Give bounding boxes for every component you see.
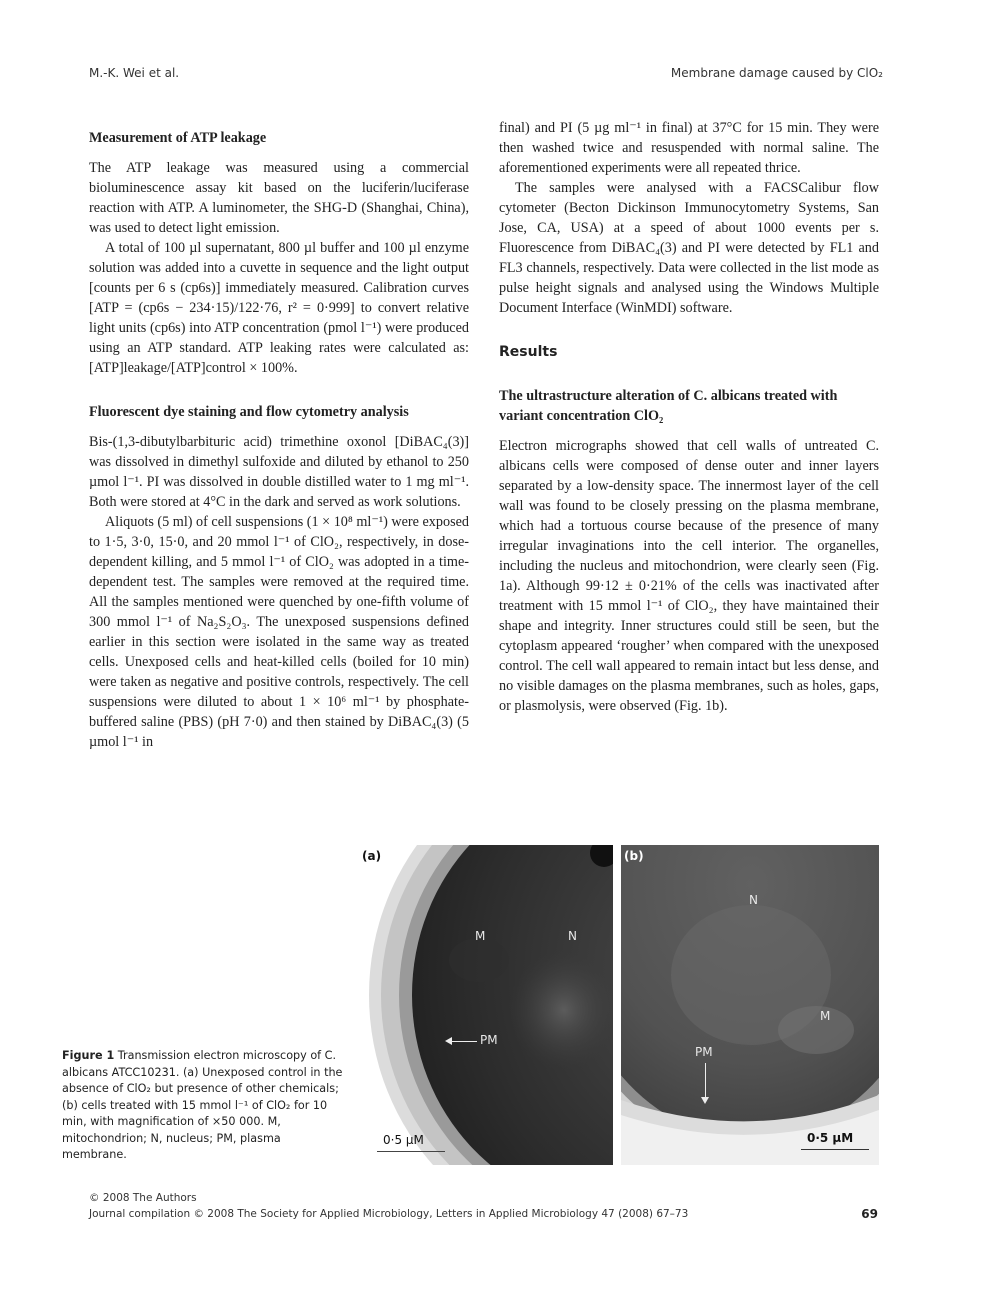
running-header-authors: M.-K. Wei et al. bbox=[89, 66, 180, 80]
micrograph-b bbox=[621, 845, 879, 1165]
page-number: 69 bbox=[861, 1207, 878, 1221]
panel-a-label: (a) bbox=[362, 849, 382, 863]
panel-b-label: (b) bbox=[624, 849, 644, 863]
panel-b-nucleus-label: N bbox=[749, 893, 758, 907]
flow-paragraph-1: Bis-(1,3-dibutylbarbituric acid) trimethine oxonol [DiBAC₄(3)] was dissolved in dimethyl sulfoxide and diluted by ethanol to 250 µmol l⁻¹. PI was dissolved in double distilled water to 1 mg ml⁻¹. Both were stored at 4°C in the dark and served as work solutions. bbox=[89, 434, 469, 510]
flow-paragraph-2: Aliquots (5 ml) of cell suspensions (1 × 10⁸ ml⁻¹) were exposed to 1·5, 3·0, 15·0, and 20 mmol l⁻¹ of ClO₂, respectively, in dose-dependent killing, and 5 mmol l⁻¹ of ClO₂ was adopted in a time-dependent test. The samples were removed at the required time. All the samples mentioned were quenched by one-fifth volume of 300 mmol l⁻¹ of Na₂S₂O₃. The unexposed suspensions defined earlier in this section were isolated in the same way as treated cells. Unexposed cells and heat-killed cells (boiled for 10 min) were taken as negative and positive controls, respectively. The cell suspensions were diluted to about 1 × 10⁶ ml⁻¹ by phosphate-buffered saline (PBS) (pH 7·0) and then stained by DiBAC₄(3) (5 µmol l⁻¹ in bbox=[89, 514, 469, 750]
right-column bbox=[499, 118, 879, 716]
continued-paragraph: final) and PI (5 µg ml⁻¹ in final) at 37°C for 15 min. They were then washed twice and resuspended with normal saline. The aforementioned experiments were all repeated thrice. bbox=[499, 120, 879, 176]
ultrastructure-heading: The ultrastructure alteration of C. albicans treated with variant concentration ClO₂ bbox=[499, 388, 838, 424]
footer-copyright: © 2008 The Authors bbox=[89, 1192, 197, 1204]
micrograph-a-image bbox=[359, 845, 613, 1165]
panel-a-pm-label: PM bbox=[480, 1033, 498, 1047]
figure-caption bbox=[62, 1048, 344, 1164]
panel-a-nucleus-label: N bbox=[568, 929, 577, 943]
footer-journal: Journal compilation © 2008 The Society for Applied Microbiology, Letters in Applied Microbiology 47 (2008) 67–73 bbox=[89, 1208, 689, 1220]
running-header-title: Membrane damage caused by ClO₂ bbox=[670, 66, 883, 80]
panel-b-pm-arrowhead bbox=[701, 1097, 709, 1104]
atp-paragraph-1: The ATP leakage was measured using a commercial bioluminescence assay kit based on the luciferin/luciferase reaction with ATP. A luminometer, the SHG-D (Shanghai, China), was used to detect light emission. bbox=[89, 160, 469, 236]
atp-paragraph-2: A total of 100 µl supernatant, 800 µl buffer and 100 µl enzyme solution was added into a cuvette in sequence and the light output [counts per 6 s (cp6s)] immediately measured. Calibration curves [ATP = (cp6s − 234·15)/122·76, r² = 0·999] to convert relative light units (cp6s) into ATP concentration (pmol l⁻¹) were produced using an ATP standard. ATP leaking rates were calculated as: [ATP]leakage/[ATP]control × 100%. bbox=[89, 240, 469, 376]
panel-a-mitochondrion-label: M bbox=[475, 929, 486, 943]
atp-heading: Measurement of ATP leakage bbox=[89, 130, 267, 146]
results-heading: Results bbox=[499, 344, 558, 360]
panel-a-pm-arrowhead bbox=[445, 1037, 452, 1045]
panel-b-pm-arrow bbox=[705, 1063, 706, 1097]
panel-a-scale-bar bbox=[377, 1151, 445, 1152]
micrograph-a bbox=[359, 845, 613, 1165]
panel-b-scale-label: 0·5 µM bbox=[807, 1131, 854, 1145]
panel-b-pm-label: PM bbox=[695, 1045, 713, 1059]
panel-b-scale-bar bbox=[801, 1149, 869, 1150]
panel-b-mitochondrion-label: M bbox=[820, 1009, 831, 1023]
flow-heading: Fluorescent dye staining and flow cytometry analysis bbox=[89, 404, 409, 420]
results-paragraph: Electron micrographs showed that cell walls of untreated C. albicans cells were composed of dense outer and inner layers separated by a low-density space. The innermost layer of the cell wall was found to be closely pressing on the plasma membrane, which had a tortuous course because of the presence of many irregular invaginations into the cell interior. The organelles, including the nucleus and mitochondrion, were clearly seen (Fig. 1a). Although 99·12 ± 0·21% of the cells was inactivated after treatment with 15 mmol l⁻¹ of ClO₂, they have maintained their shape and integrity. Inner structures could still be seen, but the cytoplasm appeared ‘rougher’ when compared with the unexposed control. The cell wall appeared to remain intact but less dense, and no visible damages on the plasma membranes, such as holes, gaps, or plasmolysis, were observed (Fig. 1b). bbox=[499, 438, 879, 714]
figure-caption-text: Transmission electron microscopy of C. albicans ATCC10231. (a) Unexposed control in the absence of ClO₂ but presence of other chemicals; (b) cells treated with 15 mmol l⁻¹ of ClO₂ for 10 min, with magnification of ×50 000. M, mitochondrion; N, nucleus; PM, plasma membrane. bbox=[62, 1049, 343, 1161]
facs-paragraph: The samples were analysed with a FACSCalibur flow cytometer (Becton Dickinson Immunocytometry Systems, San Jose, CA, USA) at a speed of about 1000 events per s. Fluorescence from DiBAC₄(3) and PI were detected by FL1 and FL3 channels, respectively. Data were collected in the list mode as pulse height signals and analysed using the Windows Multiple Document Interface (WinMDI) software. bbox=[499, 180, 879, 316]
panel-a-scale-label: 0·5 µM bbox=[383, 1133, 424, 1147]
figure-caption-label: Figure 1 bbox=[62, 1049, 115, 1062]
left-column bbox=[89, 118, 469, 752]
